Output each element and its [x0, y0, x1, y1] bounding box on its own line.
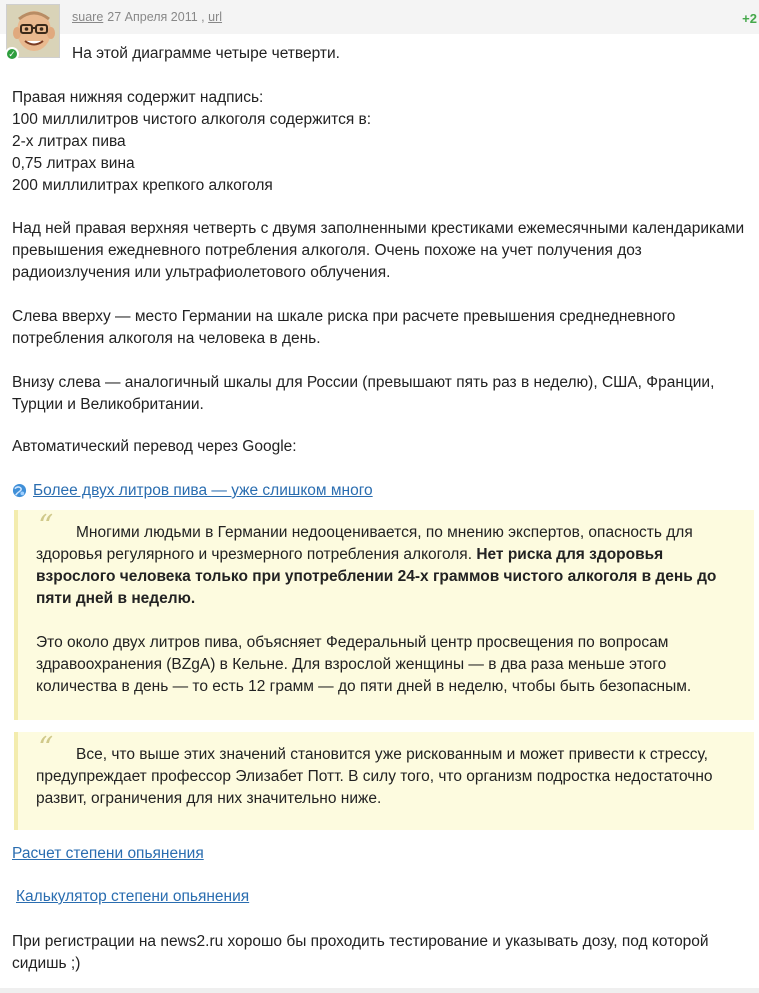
- calc-link-row-1: [12, 843, 204, 865]
- line: 0,75 литрах вина: [12, 155, 135, 172]
- score-badge: +2: [742, 11, 757, 26]
- url-link[interactable]: url: [208, 10, 223, 24]
- quote-1-paragraph-1: [36, 522, 740, 610]
- paragraph-lower-right: [12, 87, 752, 197]
- line: Правая нижняя содержит надпись:: [12, 89, 264, 106]
- paragraph-translation-note: Автоматический перевод через Google:: [12, 438, 297, 455]
- post-date: 27 Апреля 2011: [107, 10, 198, 24]
- quote-1-paragraph-2: Это около двух литров пива, объясняет Федеральный центр просвещения по вопросам здравоохранения (BZgA) в Кельне. Для взрослой женщины — в два раза меньше этого количества в день — то есть 12 грамм — до пяти дней в неделю, чтобы быть безопасным.: [36, 634, 692, 695]
- paragraph-upper-right: Над ней правая верхняя четверть с двумя заполненными крестиками ежемесячными календариками превышения ежедневного потребления алкоголя. Очень похоже на учет получения доз радиоизлучения или ультрафиолетового облучения.: [12, 220, 745, 281]
- article-link-row: [12, 480, 373, 502]
- paragraph-lower-left: Внизу слева — аналогичный шкалы для России (превышают пять раз в неделю), США, Франции, Турции и Великобритании.: [12, 374, 715, 413]
- globe-icon: [12, 483, 27, 498]
- quote-mark-icon: “: [38, 731, 54, 766]
- quote-2-paragraph: [36, 744, 740, 810]
- line: 2-х литрах пива: [12, 133, 126, 150]
- calc-link-2[interactable]: Калькулятор степени опьянения: [16, 888, 250, 905]
- line: 100 миллилитров чистого алкоголя содержится в:: [12, 111, 372, 128]
- quote-block-2: [14, 732, 754, 830]
- quote-mark-icon: “: [38, 509, 54, 544]
- meta-separator: ,: [201, 10, 205, 24]
- calc-link-1[interactable]: Расчет степени опьянения: [12, 845, 204, 862]
- paragraph-intro: На этой диаграмме четыре четверти.: [72, 45, 340, 62]
- author-link[interactable]: suare: [72, 10, 104, 24]
- line: 200 миллилитрах крепкого алкоголя: [12, 177, 273, 194]
- paragraph-closing: При регистрации на news2.ru хорошо бы проходить тестирование и указывать дозу, под которой сидишь ;): [12, 933, 709, 972]
- calc-link-row-2: [16, 886, 249, 908]
- quote-1-text: Многими людьми в Германии недооценивается, по мнению экспертов, опасность для здоровья регулярного и чрезмерного потребления алкоголя.: [36, 524, 693, 563]
- article-link[interactable]: Более двух литров пива — уже слишком много: [33, 482, 373, 499]
- post-meta: [72, 6, 222, 28]
- quote-1-bold-text: Нет риска для здоровья взрослого человека только при употреблении 24-х граммов чистого алкоголя в день до пяти дней в неделю.: [36, 546, 717, 607]
- paragraph-upper-left: Слева вверху — место Германии на шкале риска при расчете превышения среднедневного потребления алкоголя на человека в день.: [12, 308, 676, 347]
- quote-2-text: Все, что выше этих значений становится уже рискованным и может привести к стрессу, предупреждает профессор Элизабет Потт. В силу того, что организм подростка недостаточно развит, ограничения для них значительно ниже.: [36, 746, 713, 807]
- quote-block-1: [14, 510, 754, 720]
- bottom-divider: [0, 988, 759, 993]
- online-status-icon: ✓: [5, 47, 19, 61]
